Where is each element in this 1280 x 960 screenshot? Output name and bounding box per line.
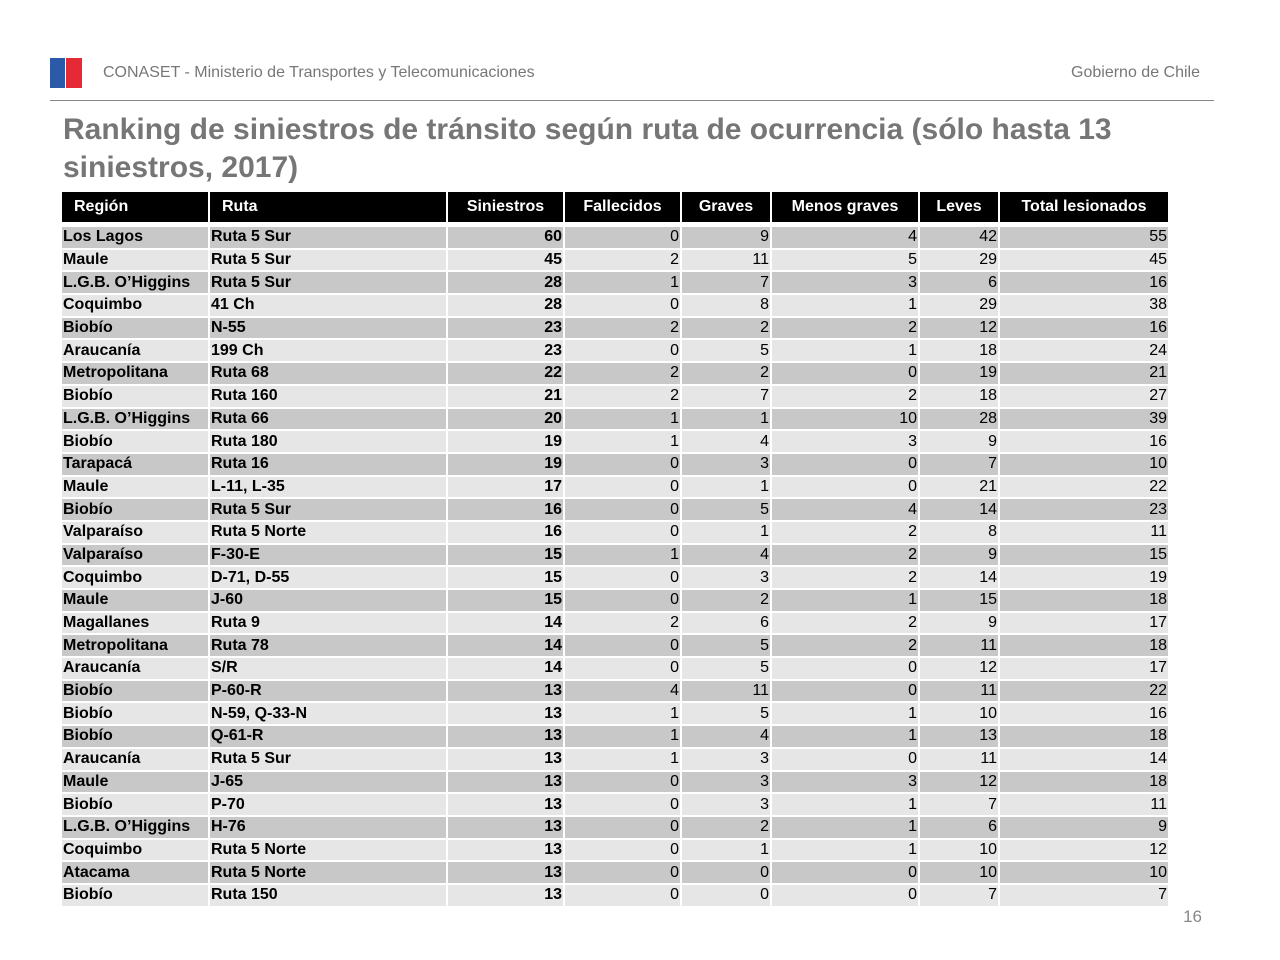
table-cell: 7 — [920, 885, 998, 906]
table-cell: Maule — [62, 590, 208, 611]
header-divider — [50, 100, 1214, 101]
table-cell: 0 — [772, 363, 918, 384]
column-header: Menos graves — [772, 192, 918, 222]
table-cell: Biobío — [62, 794, 208, 815]
table-cell: L-11, L-35 — [210, 477, 446, 498]
table-cell: 1 — [682, 840, 770, 861]
table-cell: Biobío — [62, 499, 208, 520]
table-cell: 2 — [682, 590, 770, 611]
table-cell: 1 — [772, 840, 918, 861]
table-cell: 21 — [1000, 363, 1168, 384]
table-cell: 19 — [920, 363, 998, 384]
table-cell: Ruta 5 Norte — [210, 862, 446, 883]
table-cell: 0 — [565, 227, 680, 248]
table-cell: 12 — [1000, 840, 1168, 861]
table-cell: 11 — [1000, 522, 1168, 543]
table-cell: 13 — [448, 726, 563, 747]
table-row — [62, 340, 1168, 361]
table-row — [62, 635, 1168, 656]
table-cell: 5 — [682, 658, 770, 679]
table-cell: 1 — [772, 590, 918, 611]
table-cell: 14 — [920, 567, 998, 588]
table-cell: 4 — [565, 681, 680, 702]
table-cell: 23 — [448, 340, 563, 361]
table-row — [62, 567, 1168, 588]
table-cell: Ruta 16 — [210, 454, 446, 475]
table-cell: 13 — [448, 862, 563, 883]
table-row — [62, 227, 1168, 248]
page-number: 16 — [1183, 907, 1202, 926]
table-cell: 22 — [448, 363, 563, 384]
table-cell: 41 Ch — [210, 295, 446, 316]
table-cell: 9 — [920, 613, 998, 634]
table-cell: 0 — [565, 522, 680, 543]
table-cell: 14 — [448, 613, 563, 634]
table-cell: 1 — [682, 409, 770, 430]
table-cell: Ruta 180 — [210, 431, 446, 452]
table-cell: 11 — [920, 681, 998, 702]
table-cell: Valparaíso — [62, 522, 208, 543]
table-cell: 12 — [920, 318, 998, 339]
table-cell: Biobío — [62, 703, 208, 724]
table-cell: 16 — [1000, 318, 1168, 339]
table-cell: 14 — [448, 635, 563, 656]
table-cell: 18 — [1000, 635, 1168, 656]
column-header: Ruta — [210, 192, 446, 222]
table-cell: D-71, D-55 — [210, 567, 446, 588]
table-row — [62, 318, 1168, 339]
table-cell: 2 — [772, 545, 918, 566]
table-row — [62, 703, 1168, 724]
table-cell: Ruta 160 — [210, 386, 446, 407]
table-row — [62, 363, 1168, 384]
table-cell: H-76 — [210, 817, 446, 838]
table-row — [62, 590, 1168, 611]
table-cell: 17 — [1000, 613, 1168, 634]
table-cell: 3 — [682, 772, 770, 793]
table-cell: 14 — [448, 658, 563, 679]
table-cell: Ruta 66 — [210, 409, 446, 430]
table-cell: Tarapacá — [62, 454, 208, 475]
table-row — [62, 681, 1168, 702]
table-cell: 10 — [920, 862, 998, 883]
table-cell: Los Lagos — [62, 227, 208, 248]
table-row — [62, 454, 1168, 475]
table-cell: 2 — [565, 613, 680, 634]
column-header: Siniestros — [448, 192, 563, 222]
chile-flag-logo — [50, 58, 82, 88]
table-cell: 3 — [682, 794, 770, 815]
table-cell: 1 — [565, 545, 680, 566]
table-cell: 2 — [682, 318, 770, 339]
table-row — [62, 522, 1168, 543]
table-cell: 3 — [772, 431, 918, 452]
table-cell: Ruta 5 Sur — [210, 272, 446, 293]
table-cell: 15 — [448, 567, 563, 588]
table-cell: 4 — [772, 227, 918, 248]
table-cell: 0 — [565, 772, 680, 793]
table-cell: 16 — [1000, 703, 1168, 724]
table-cell: 1 — [772, 295, 918, 316]
table-cell: 2 — [565, 318, 680, 339]
table-cell: 5 — [682, 340, 770, 361]
table-cell: 24 — [1000, 340, 1168, 361]
table-cell: 14 — [920, 499, 998, 520]
table-cell: Biobío — [62, 726, 208, 747]
table-cell: 60 — [448, 227, 563, 248]
table-cell: 0 — [772, 885, 918, 906]
table-cell: Araucanía — [62, 749, 208, 770]
table-cell: Ruta 78 — [210, 635, 446, 656]
table-cell: 0 — [772, 681, 918, 702]
table-cell: Coquimbo — [62, 840, 208, 861]
table-cell: Atacama — [62, 862, 208, 883]
table-cell: 19 — [1000, 567, 1168, 588]
table-cell: 3 — [682, 454, 770, 475]
table-row — [62, 749, 1168, 770]
table-row — [62, 658, 1168, 679]
table-cell: Coquimbo — [62, 567, 208, 588]
table-cell: Biobío — [62, 681, 208, 702]
table-cell: 18 — [1000, 590, 1168, 611]
table-cell: 0 — [565, 340, 680, 361]
table-cell: Araucanía — [62, 340, 208, 361]
table-cell: 7 — [682, 386, 770, 407]
table-cell: 8 — [682, 295, 770, 316]
table-cell: Araucanía — [62, 658, 208, 679]
table-cell: J-60 — [210, 590, 446, 611]
table-cell: 0 — [565, 477, 680, 498]
table-cell: L.G.B. O’Higgins — [62, 409, 208, 430]
table-cell: Metropolitana — [62, 635, 208, 656]
table-cell: 45 — [448, 250, 563, 271]
table-cell: 7 — [682, 272, 770, 293]
table-cell: 1 — [565, 272, 680, 293]
table-cell: Valparaíso — [62, 545, 208, 566]
table-cell: 0 — [772, 749, 918, 770]
table-cell: 0 — [565, 295, 680, 316]
table-cell: S/R — [210, 658, 446, 679]
table-cell: 1 — [772, 703, 918, 724]
table-cell: Biobío — [62, 318, 208, 339]
table-cell: 0 — [565, 817, 680, 838]
slide-title: Ranking de siniestros de tránsito según ruta de ocurrencia (sólo hasta 13 siniestros, 2017) — [63, 113, 1112, 184]
table-cell: L.G.B. O’Higgins — [62, 817, 208, 838]
table-cell: Ruta 5 Sur — [210, 499, 446, 520]
table-cell: 7 — [1000, 885, 1168, 906]
table-cell: 2 — [565, 386, 680, 407]
table-cell: 4 — [682, 726, 770, 747]
table-cell: 23 — [1000, 499, 1168, 520]
table-cell: 0 — [772, 658, 918, 679]
table-cell: 16 — [448, 499, 563, 520]
table-cell: 11 — [920, 749, 998, 770]
table-cell: 6 — [682, 613, 770, 634]
table-cell: 0 — [565, 499, 680, 520]
table-cell: 1 — [565, 431, 680, 452]
table-cell: 9 — [1000, 817, 1168, 838]
table-cell: 2 — [772, 386, 918, 407]
table-cell: Maule — [62, 250, 208, 271]
table-row — [62, 772, 1168, 793]
table-row — [62, 431, 1168, 452]
table-row — [62, 817, 1168, 838]
table-cell: 27 — [1000, 386, 1168, 407]
column-header: Total lesionados — [1000, 192, 1168, 222]
table-cell: 29 — [920, 250, 998, 271]
table-cell: 2 — [682, 817, 770, 838]
table-cell: 14 — [1000, 749, 1168, 770]
table-cell: 18 — [920, 386, 998, 407]
table-cell: 11 — [1000, 794, 1168, 815]
table-cell: 0 — [565, 590, 680, 611]
table-cell: 3 — [682, 749, 770, 770]
column-header: Leves — [920, 192, 998, 222]
table-cell: 0 — [565, 885, 680, 906]
table-cell: 2 — [565, 250, 680, 271]
table-cell: 16 — [1000, 272, 1168, 293]
table-cell: Coquimbo — [62, 295, 208, 316]
table-cell: 21 — [448, 386, 563, 407]
table-cell: 0 — [772, 862, 918, 883]
table-cell: 0 — [682, 862, 770, 883]
table-cell: 23 — [448, 318, 563, 339]
table-row — [62, 726, 1168, 747]
table-cell: 13 — [448, 703, 563, 724]
table-cell: 1 — [772, 794, 918, 815]
table-cell: 2 — [772, 567, 918, 588]
table-cell: 17 — [448, 477, 563, 498]
table-cell: 16 — [1000, 431, 1168, 452]
table-cell: Maule — [62, 477, 208, 498]
table-row — [62, 409, 1168, 430]
table-row — [62, 613, 1168, 634]
table-row — [62, 295, 1168, 316]
table-cell: N-55 — [210, 318, 446, 339]
table-cell: Ruta 5 Sur — [210, 227, 446, 248]
table-cell: P-60-R — [210, 681, 446, 702]
table-cell: 0 — [565, 454, 680, 475]
organization-name: CONASET - Ministerio de Transportes y Telecomunicaciones — [103, 64, 535, 81]
table-cell: 10 — [920, 703, 998, 724]
table-cell: 10 — [772, 409, 918, 430]
table-cell: 2 — [772, 318, 918, 339]
table-cell: 17 — [1000, 658, 1168, 679]
table-cell: 2 — [772, 635, 918, 656]
table-cell: 13 — [448, 681, 563, 702]
table-cell: 13 — [448, 817, 563, 838]
table-cell: 18 — [1000, 772, 1168, 793]
table-row — [62, 499, 1168, 520]
column-header: Región — [62, 192, 208, 222]
table-cell: P-70 — [210, 794, 446, 815]
table-cell: 11 — [682, 250, 770, 271]
table-cell: 13 — [448, 794, 563, 815]
ranking-table — [60, 190, 1170, 908]
table-cell: Q-61-R — [210, 726, 446, 747]
column-header: Fallecidos — [565, 192, 680, 222]
table-cell: 1 — [682, 477, 770, 498]
table-cell: 5 — [682, 703, 770, 724]
table-cell: 11 — [920, 635, 998, 656]
table-cell: Biobío — [62, 885, 208, 906]
table-cell: 12 — [920, 658, 998, 679]
table-cell: 3 — [772, 272, 918, 293]
table-cell: 4 — [682, 431, 770, 452]
table-cell: 15 — [920, 590, 998, 611]
table-cell: Ruta 5 Norte — [210, 522, 446, 543]
table-cell: 10 — [920, 840, 998, 861]
table-cell: 0 — [565, 862, 680, 883]
table-cell: 16 — [448, 522, 563, 543]
table-cell: 21 — [920, 477, 998, 498]
table-cell: 0 — [772, 454, 918, 475]
table-cell: 1 — [565, 703, 680, 724]
table-cell: 15 — [1000, 545, 1168, 566]
table-cell: Ruta 150 — [210, 885, 446, 906]
table-cell: 39 — [1000, 409, 1168, 430]
table-cell: 13 — [448, 772, 563, 793]
table-cell: 3 — [682, 567, 770, 588]
table-cell: Ruta 68 — [210, 363, 446, 384]
table-row — [62, 250, 1168, 271]
table-cell: 0 — [565, 794, 680, 815]
table-row — [62, 794, 1168, 815]
table-cell: 1 — [682, 522, 770, 543]
table-cell: 9 — [920, 431, 998, 452]
table-cell: 2 — [565, 363, 680, 384]
table-cell: Ruta 5 Norte — [210, 840, 446, 861]
table-cell: F-30-E — [210, 545, 446, 566]
table-row — [62, 862, 1168, 883]
table-cell: 4 — [682, 545, 770, 566]
table-cell: 20 — [448, 409, 563, 430]
table-cell: 28 — [448, 295, 563, 316]
table-cell: 5 — [772, 250, 918, 271]
table-cell: 15 — [448, 590, 563, 611]
table-row — [62, 272, 1168, 293]
table-cell: 1 — [772, 340, 918, 361]
table-cell: 0 — [565, 658, 680, 679]
table-cell: 1 — [565, 409, 680, 430]
table-cell: 1 — [772, 726, 918, 747]
table-cell: 18 — [920, 340, 998, 361]
table-cell: 2 — [682, 363, 770, 384]
table-cell: 18 — [1000, 726, 1168, 747]
table-cell: Ruta 5 Sur — [210, 250, 446, 271]
table-cell: 1 — [565, 726, 680, 747]
table-cell: 6 — [920, 272, 998, 293]
table-cell: 38 — [1000, 295, 1168, 316]
table-cell: 29 — [920, 295, 998, 316]
table-cell: 5 — [682, 499, 770, 520]
table-cell: 55 — [1000, 227, 1168, 248]
table-cell: 0 — [565, 567, 680, 588]
table-cell: 28 — [448, 272, 563, 293]
table-cell: 199 Ch — [210, 340, 446, 361]
table-cell: Metropolitana — [62, 363, 208, 384]
table-cell: 22 — [1000, 477, 1168, 498]
table-cell: 45 — [1000, 250, 1168, 271]
table-cell: 7 — [920, 454, 998, 475]
table-cell: 0 — [565, 635, 680, 656]
table-cell: 6 — [920, 817, 998, 838]
table-cell: 4 — [772, 499, 918, 520]
table-cell: 0 — [682, 885, 770, 906]
table-cell: 8 — [920, 522, 998, 543]
table-cell: Ruta 5 Sur — [210, 749, 446, 770]
table-cell: 19 — [448, 431, 563, 452]
table-cell: Magallanes — [62, 613, 208, 634]
table-cell: 13 — [920, 726, 998, 747]
table-cell: J-65 — [210, 772, 446, 793]
table-cell: 13 — [448, 840, 563, 861]
table-cell: 1 — [565, 749, 680, 770]
table-cell: 28 — [920, 409, 998, 430]
table-cell: Biobío — [62, 386, 208, 407]
table-cell: 12 — [920, 772, 998, 793]
table-cell: 2 — [772, 613, 918, 634]
table-cell: 9 — [682, 227, 770, 248]
table-row — [62, 840, 1168, 861]
table-cell: 10 — [1000, 454, 1168, 475]
table-row — [62, 386, 1168, 407]
table-cell: 7 — [920, 794, 998, 815]
table-cell: 1 — [772, 817, 918, 838]
table-cell: 10 — [1000, 862, 1168, 883]
government-name: Gobierno de Chile — [1071, 64, 1200, 81]
table-cell: Maule — [62, 772, 208, 793]
table-header-row — [62, 192, 1168, 222]
table-cell: 9 — [920, 545, 998, 566]
table-cell: Biobío — [62, 431, 208, 452]
table-cell: 15 — [448, 545, 563, 566]
table-cell: 22 — [1000, 681, 1168, 702]
table-cell: 2 — [772, 522, 918, 543]
table-cell: 42 — [920, 227, 998, 248]
table-row — [62, 885, 1168, 906]
table-cell: 13 — [448, 749, 563, 770]
table-cell: 0 — [565, 840, 680, 861]
table-cell: 13 — [448, 885, 563, 906]
table-cell: L.G.B. O’Higgins — [62, 272, 208, 293]
table-row — [62, 477, 1168, 498]
table-cell: Ruta 9 — [210, 613, 446, 634]
table-cell: 3 — [772, 772, 918, 793]
table-row — [62, 545, 1168, 566]
table-cell: 5 — [682, 635, 770, 656]
table-cell: N-59, Q-33-N — [210, 703, 446, 724]
table-cell: 19 — [448, 454, 563, 475]
table-cell: 0 — [772, 477, 918, 498]
column-header: Graves — [682, 192, 770, 222]
table-cell: 11 — [682, 681, 770, 702]
